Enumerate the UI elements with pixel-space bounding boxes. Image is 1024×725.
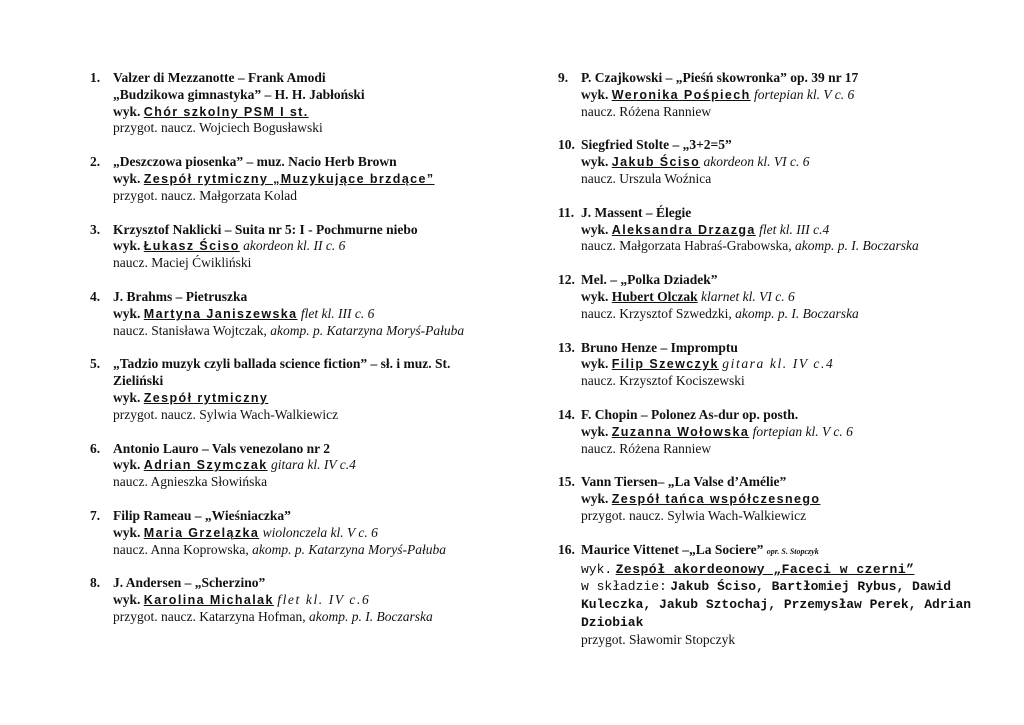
item-number: 2. — [90, 154, 101, 170]
piece-title: Antonio Lauro – Vals venezolano nr 2 — [113, 440, 331, 456]
instrument: klarnet kl. VI c. 6 — [701, 288, 795, 304]
performer: Zespół rytmiczny „Muzykujące brzdące” — [143, 171, 435, 186]
item-number: 6. — [90, 440, 101, 456]
item-number: 10. — [558, 137, 575, 153]
teacher: naucz. Agnieszka Słowińska — [113, 474, 268, 490]
performer: Adrian Szymczak — [143, 458, 268, 473]
teacher: przygot. naucz. Sylwia Wach-Walkiewicz — [113, 406, 339, 422]
wyk-label: wyk. — [113, 457, 141, 473]
wyk-label: wyk. — [581, 86, 609, 102]
piece-title: „Deszczowa piosenka” – muz. Nacio Herb Brown — [113, 154, 397, 170]
piece-title: Filip Rameau – „Wieśniaczka” — [113, 507, 291, 523]
program-item-6 — [90, 441, 500, 491]
item-number: 5. — [90, 356, 101, 372]
wyk-label: wyk. — [113, 170, 141, 186]
instrument: flet kl. III c. 6 — [300, 305, 375, 321]
accompanist: akomp. p. Katarzyna Moryś-Pałuba — [252, 541, 446, 557]
accompanist: akomp. p. Katarzyna Moryś-Pałuba — [270, 322, 465, 338]
piece-title: Valzer di Mezzanotte – Frank Amodi — [113, 70, 326, 85]
program-item-13 — [558, 340, 978, 390]
piece-title: J. Brahms – Pietruszka — [113, 288, 248, 304]
teacher: naucz. Stanisława Wojtczak, — [113, 322, 267, 338]
program-item-15 — [558, 474, 978, 524]
performer: Zespół akordeonowy „Faceci w czerni” — [615, 561, 915, 577]
teacher: przygot. Sławomir Stopczyk — [581, 631, 736, 647]
program-item-7 — [90, 508, 500, 558]
performer: Weronika Pośpiech — [611, 87, 751, 102]
teacher: naucz. Krzysztof Szwedzki, — [581, 305, 732, 321]
item-number: 7. — [90, 507, 101, 523]
wyk-label: wyk. — [113, 103, 141, 119]
performer: Hubert Olczak — [611, 288, 698, 304]
piece-title: Vann Tiersen– „La Valse d’Amélie” — [581, 474, 787, 490]
program-item-16 — [558, 542, 978, 649]
program-item-11 — [558, 205, 978, 255]
program-item-1 — [90, 70, 500, 137]
wyk-label: wyk. — [581, 221, 609, 237]
piece-title: Krzysztof Naklicki – Suita nr 5: I - Pochmurne niebo — [113, 221, 418, 237]
piece-title: F. Chopin – Polonez As-dur op. posth. — [581, 406, 799, 422]
wyk-label: wyk. — [581, 423, 609, 439]
program-item-4 — [90, 289, 500, 339]
teacher: naucz. Różena Ranniew — [581, 103, 712, 119]
performer: Aleksandra Drzazga — [611, 222, 756, 237]
wyk-label: wyk. — [581, 491, 609, 507]
teacher: przygot. naucz. Małgorzata Kolad — [113, 187, 298, 203]
teacher: naucz. Anna Koprowska, — [113, 541, 249, 557]
item-number: 1. — [90, 70, 101, 85]
teacher: przygot. naucz. Katarzyna Hofman, — [113, 608, 306, 624]
arranger: opr. S. Stopczyk — [766, 546, 819, 556]
teacher: przygot. naucz. Wojciech Bogusławski — [113, 120, 323, 136]
piece-title: Maurice Vittenet –„La Sociere” — [581, 541, 764, 557]
instrument: akordeon kl. II c. 6 — [243, 238, 346, 254]
performer: Martyna Janiszewska — [143, 306, 298, 321]
wyk-label: wyk. — [581, 356, 609, 372]
instrument: gitara kl. IV c.4 — [722, 356, 835, 372]
piece-title: J. Andersen – „Scherzino” — [113, 575, 266, 591]
instrument: gitara kl. IV c.4 — [270, 457, 356, 473]
wyk-label: wyk. — [581, 288, 609, 304]
piece-title: P. Czajkowski – „Pieśń skowronka” op. 39 nr 17 — [581, 70, 859, 85]
right-column — [558, 70, 978, 666]
ensemble-members: Jakub Ściso, Bartłomiej Rybus, Dawid Kuleczka, Jakub Sztochaj, Przemysław Perek, Adrian Dziobiak — [581, 579, 972, 630]
program-item-5 — [90, 356, 500, 423]
teacher: naucz. Maciej Ćwikliński — [113, 255, 252, 271]
performer: Zespół tańca współczesnego — [611, 492, 821, 507]
performer: Łukasz Ściso — [143, 239, 240, 254]
item-number: 8. — [90, 575, 101, 591]
accompanist: akomp. p. I. Boczarska — [795, 238, 919, 254]
instrument: wiolonczela kl. V c. 6 — [262, 524, 378, 540]
performer: Maria Grzelązka — [143, 525, 260, 540]
program-item-14 — [558, 407, 978, 457]
item-number: 13. — [558, 339, 575, 355]
teacher: naucz. Różena Ranniew — [581, 440, 712, 456]
program-item-8 — [90, 575, 500, 625]
wyk-label: wyk. — [113, 524, 141, 540]
wyk-label: wyk. — [113, 592, 141, 608]
item-number: 16. — [558, 541, 575, 557]
instrument: fortepian kl. V c. 6 — [752, 423, 853, 439]
program-item-12 — [558, 272, 978, 322]
wyk-label: wyk. — [581, 154, 609, 170]
instrument: flet kl. III c.4 — [759, 221, 830, 237]
accompanist: akomp. p. I. Boczarska — [309, 608, 433, 624]
wyk-label: wyk. — [113, 238, 141, 254]
program-item-10 — [558, 137, 978, 187]
item-number: 14. — [558, 406, 575, 422]
accompanist: akomp. p. I. Boczarska — [735, 305, 859, 321]
piece-title: J. Massent – Élegie — [581, 204, 692, 220]
piece-title: „Budzikowa gimnastyka” – H. H. Jabłoński — [113, 86, 365, 102]
item-number: 15. — [558, 474, 575, 490]
performer: Filip Szewczyk — [611, 357, 719, 372]
piece-title: Mel. – „Polka Dziadek” — [581, 272, 718, 288]
teacher: naucz. Urszula Woźnica — [581, 170, 712, 186]
item-number: 3. — [90, 221, 101, 237]
item-number: 11. — [558, 204, 575, 220]
performer: Chór szkolny PSM I st. — [143, 104, 309, 119]
instrument: flet kl. IV c.6 — [277, 592, 371, 608]
performer: Zespół rytmiczny — [143, 390, 269, 405]
teacher: przygot. naucz. Sylwia Wach-Walkiewicz — [581, 507, 807, 523]
piece-title: „Tadzio muzyk czyli ballada science fiction” – sł. i muz. St. Zieliński — [113, 356, 451, 389]
wyk-label: wyk. — [113, 389, 141, 405]
piece-title: Siegfried Stolte – „3+2=5” — [581, 137, 732, 153]
performer: Karolina Michalak — [143, 593, 274, 608]
left-column — [90, 70, 500, 643]
instrument: fortepian kl. V c. 6 — [754, 86, 855, 102]
piece-title: Bruno Henze – Impromptu — [581, 339, 738, 355]
program-item-3 — [90, 222, 500, 272]
program-item-9 — [558, 70, 978, 120]
item-number: 4. — [90, 288, 101, 304]
wyk-label: wyk. — [113, 305, 141, 321]
item-number: 9. — [558, 70, 569, 85]
performer: Zuzanna Wołowska — [611, 424, 750, 439]
item-number: 12. — [558, 272, 575, 288]
program-item-2 — [90, 154, 500, 204]
members-prefix: w składzie: — [581, 579, 667, 595]
performer: Jakub Ściso — [611, 155, 701, 170]
teacher: naucz. Krzysztof Kociszewski — [581, 373, 745, 389]
wyk-label: wyk. — [581, 561, 613, 577]
teacher: naucz. Małgorzata Habraś-Grabowska, — [581, 238, 792, 254]
instrument: akordeon kl. VI c. 6 — [703, 154, 810, 170]
